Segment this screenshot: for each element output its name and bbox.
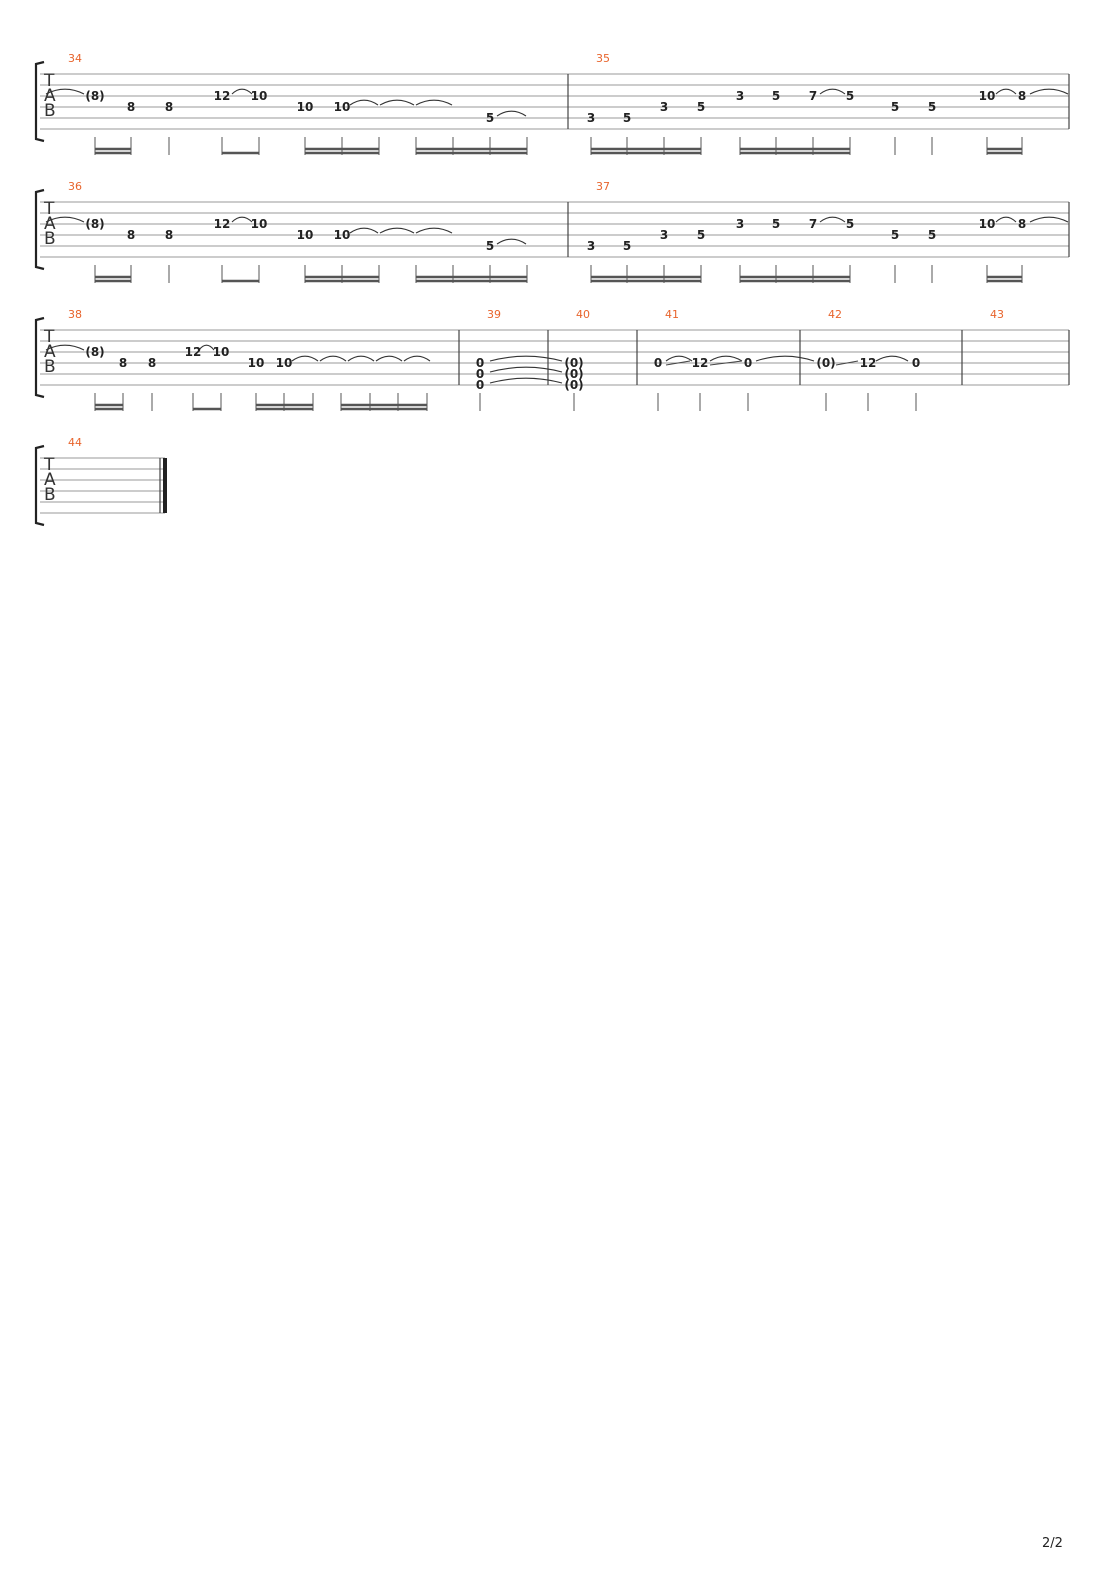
fret-number: 10 — [296, 100, 314, 114]
fret-number: (0) — [564, 367, 584, 381]
tie-arc — [350, 228, 378, 233]
tab-clef-letter: A — [44, 342, 56, 362]
fret-number: 8 — [1017, 89, 1027, 103]
fret-number: 8 — [147, 356, 157, 370]
measure-number: 44 — [68, 436, 82, 449]
fret-number: 0 — [475, 356, 485, 370]
tab-clef-letter: A — [44, 214, 56, 234]
fret-number: (8) — [85, 89, 105, 103]
fret-number: 10 — [212, 345, 230, 359]
fret-number: 0 — [653, 356, 663, 370]
tie-arc — [666, 356, 692, 361]
measure-number: 34 — [68, 52, 82, 65]
tie-arc — [404, 356, 430, 361]
ties-layer — [46, 89, 1068, 383]
text-layer — [43, 52, 1026, 505]
fret-number: 5 — [622, 111, 632, 125]
fret-number: 8 — [126, 100, 136, 114]
stems-beams-layer — [95, 137, 1022, 411]
fret-number: 3 — [735, 89, 745, 103]
fret-number: 5 — [696, 228, 706, 242]
measure-number: 36 — [68, 180, 82, 193]
fret-number: 5 — [771, 89, 781, 103]
fret-number: 12 — [691, 356, 709, 370]
fret-number: 5 — [890, 100, 900, 114]
tab-clef-letter: A — [44, 86, 56, 106]
tie-arc — [710, 356, 742, 361]
tie-arc — [1030, 217, 1068, 222]
fret-number: 10 — [333, 228, 351, 242]
tie-arc — [232, 89, 252, 94]
tie-arc — [756, 356, 814, 361]
tab-clef-letter: T — [44, 71, 55, 91]
fret-number: 8 — [118, 356, 128, 370]
tie-arc — [820, 89, 845, 94]
fret-number: 8 — [164, 228, 174, 242]
measure-number: 39 — [487, 308, 501, 321]
fret-number: 5 — [485, 111, 495, 125]
fret-number: 10 — [296, 228, 314, 242]
fret-number: 3 — [735, 217, 745, 231]
fret-number: 5 — [890, 228, 900, 242]
page-number: 2/2 — [1042, 1536, 1063, 1551]
fret-number: 7 — [808, 217, 818, 231]
tie-arc — [1030, 89, 1068, 94]
measure-number: 42 — [828, 308, 842, 321]
tie-arc — [490, 356, 562, 361]
fret-number: 12 — [213, 89, 231, 103]
fret-number: 10 — [333, 100, 351, 114]
fret-number: 5 — [622, 239, 632, 253]
measure-number: 38 — [68, 308, 82, 321]
tie-arc — [416, 228, 452, 233]
measure-number: 43 — [990, 308, 1004, 321]
tab-clef-letter: T — [44, 327, 55, 347]
fret-number: 8 — [164, 100, 174, 114]
tie-arc — [376, 356, 402, 361]
fret-number: 5 — [845, 89, 855, 103]
fret-number: 10 — [978, 89, 996, 103]
fret-number: 3 — [659, 100, 669, 114]
tie-arc — [380, 100, 414, 105]
fret-number: (0) — [564, 378, 584, 392]
staff-lines-layer — [36, 62, 1069, 525]
fret-number: 3 — [586, 111, 596, 125]
fret-number: 5 — [696, 100, 706, 114]
tab-clef-letter: T — [44, 199, 55, 219]
final-barline — [163, 458, 167, 513]
fret-number: 8 — [1017, 217, 1027, 231]
measure-number: 40 — [576, 308, 590, 321]
tie-arc — [232, 217, 252, 222]
tab-clef-letter: B — [44, 357, 56, 377]
tie-arc — [876, 356, 908, 361]
fret-number: 10 — [250, 89, 268, 103]
fret-number: 10 — [250, 217, 268, 231]
fret-number: 10 — [978, 217, 996, 231]
fret-number: 0 — [743, 356, 753, 370]
tie-arc — [820, 217, 845, 222]
fret-number: 5 — [845, 217, 855, 231]
fret-number: 0 — [475, 378, 485, 392]
tab-clef-letter: T — [44, 455, 55, 475]
tie-arc — [497, 239, 526, 244]
tie-arc — [348, 356, 374, 361]
fret-number: (0) — [816, 356, 836, 370]
tie-arc — [996, 217, 1016, 222]
measure-number: 35 — [596, 52, 610, 65]
fret-number: 10 — [247, 356, 265, 370]
fret-number: 10 — [275, 356, 293, 370]
fret-number: 8 — [126, 228, 136, 242]
tie-arc — [497, 111, 526, 116]
fret-number: 5 — [927, 100, 937, 114]
fret-number: 12 — [184, 345, 202, 359]
fret-number: (0) — [564, 356, 584, 370]
tie-arc — [380, 228, 414, 233]
tie-arc — [320, 356, 346, 361]
tie-arc — [490, 378, 562, 383]
tab-clef-letter: B — [44, 101, 56, 121]
tie-arc — [416, 100, 452, 105]
fret-number: (8) — [85, 345, 105, 359]
tie-arc — [350, 100, 378, 105]
fret-number: 5 — [927, 228, 937, 242]
fret-number: 0 — [911, 356, 921, 370]
fret-number: (8) — [85, 217, 105, 231]
fret-number: 3 — [586, 239, 596, 253]
tie-arc — [996, 89, 1016, 94]
tie-arc — [292, 356, 318, 361]
fret-number: 5 — [485, 239, 495, 253]
fret-number: 5 — [771, 217, 781, 231]
tab-clef-letter: B — [44, 485, 56, 505]
measure-number: 37 — [596, 180, 610, 193]
tab-clef-letter: B — [44, 229, 56, 249]
fret-number: 12 — [213, 217, 231, 231]
fret-number: 3 — [659, 228, 669, 242]
fret-number: 7 — [808, 89, 818, 103]
fret-number: 0 — [475, 367, 485, 381]
measure-number: 41 — [665, 308, 679, 321]
fret-number: 12 — [859, 356, 877, 370]
tie-arc — [490, 367, 562, 372]
tab-clef-letter: A — [44, 470, 56, 490]
